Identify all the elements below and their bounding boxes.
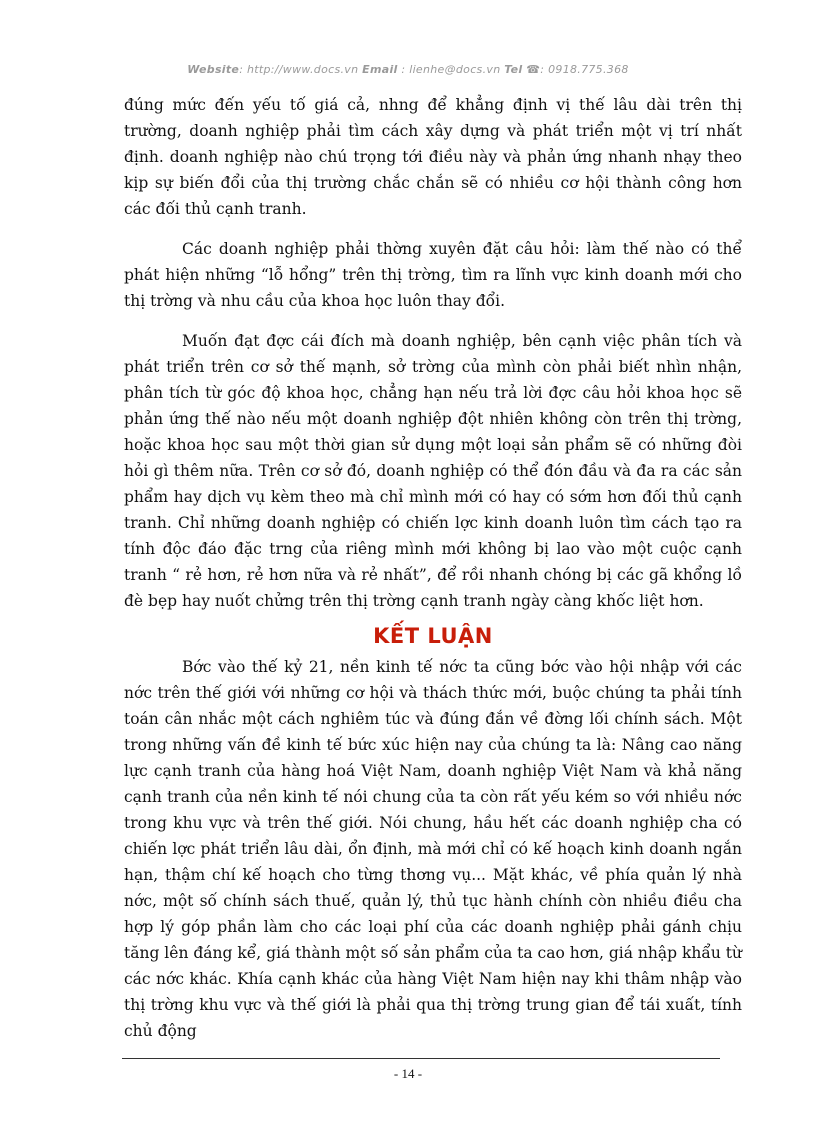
email-label: Email — [362, 63, 398, 76]
phone-icon: ☎ — [526, 63, 541, 76]
paragraph-1: đúng mức đến yếu tố giá cả, nhng để khẳng định vị thế lâu dài trên thị trường, doanh nghiệp phải tìm cách xây dựng và phát triển một vị trí nhất định. doanh nghiệp nào chú trọng tới điều này và phản ứng nhanh nhạy theo kịp sự biến đổi của thị trường chắc chắn sẽ có nhiều cơ hội thành công hơn các đối thủ cạnh tranh. — [124, 96, 742, 218]
tel-label: Tel — [504, 63, 523, 76]
paragraph-3: Muốn đạt đợc cái đích mà doanh nghiệp, bên cạnh việc phân tích và phát triển trên cơ sở thế mạnh, sở trờng của mình còn phải biết nhìn nhận, phân tích từ góc độ khoa học, chẳng hạn nếu trả lời đợc câu hỏi khoa học sẽ phản ứng thế nào nếu một doanh nghiệp đột nhiên không còn trên thị trờng, hoặc khoa học sau một thời gian sử dụng một loại sản phẩm sẽ có những đòi hỏi gì thêm nữa. Trên cơ sở đó, doanh nghiệp có thể đón đầu và đa ra các sản phẩm hay dịch vụ kèm theo mà chỉ mình mới có hay có sớm hơn đối thủ cạnh tranh. Chỉ những doanh nghiệp có chiến lợc kinh doanh luôn tìm cách tạo ra tính độc đáo đặc trng của riêng mình mới không bị lao vào một cuộc cạnh tranh “ rẻ hơn, rẻ hơn nữa và rẻ nhất”, để rồi nhanh chóng bị các gã khổng lồ đè bẹp hay nuốt chửng trên thị trờng cạnh tranh ngày càng khốc liệt hơn. — [124, 332, 742, 610]
tel-value: : 0918.775.368 — [540, 63, 629, 76]
page-header — [0, 63, 816, 76]
paragraph-4: Bớc vào thế kỷ 21, nền kinh tế nớc ta cũng bớc vào hội nhập với các nớc trên thế giới với những cơ hội và thách thức mới, buộc chúng ta phải tính toán cân nhắc một cách nghiêm túc và đúng đắn về đờng lối chính sách. Một trong những vấn đề kinh tế bức xúc hiện nay của chúng ta là: Nâng cao năng lực cạnh tranh của hàng hoá Việt Nam, doanh nghiệp Việt Nam và khả năng cạnh tranh của nền kinh tế nói chung của ta còn rất yếu kém so với nhiều nớc trong khu vực và trên thế giới. Nói chung, hầu hết các doanh nghiệp cha có chiến lợc phát triển lâu dài, ổn định, mà mới chỉ có kế hoạch kinh doanh ngắn hạn, thậm chí kế hoạch cho từng thơng vụ... Mặt khác, về phía quản lý nhà nớc, một số chính sách thuế, quản lý, thủ tục hành chính còn nhiều điều cha hợp lý góp phần làm cho các loại phí của các doanh nghiệp phải gánh chịu tăng lên đáng kể, giá thành một số sản phẩm của ta cao hơn, giá nhập khẩu từ các nớc khác. Khía cạnh khác của hàng Việt Nam hiện nay khi thâm nhập vào thị trờng khu vực và thế giới là phải qua thị trờng trung gian để tái xuất, tính chủ động — [124, 658, 742, 1040]
website-label: Website — [187, 63, 240, 76]
paragraph-2: Các doanh nghiệp phải thờng xuyên đặt câu hỏi: làm thế nào có thể phát hiện những “lỗ hổng” trên thị trờng, tìm ra lĩnh vực kinh doanh mới cho thị trờng và nhu cầu của khoa học luôn thay đổi. — [124, 240, 742, 310]
document-body — [124, 92, 742, 1044]
page-number: - 14 - — [393, 1066, 423, 1081]
email-value: : lienhe@docs.vn — [401, 63, 501, 76]
website-value: : http://www.docs.vn — [239, 63, 359, 76]
section-title: KẾT LUẬN — [373, 624, 493, 648]
footer-divider — [122, 1058, 720, 1059]
